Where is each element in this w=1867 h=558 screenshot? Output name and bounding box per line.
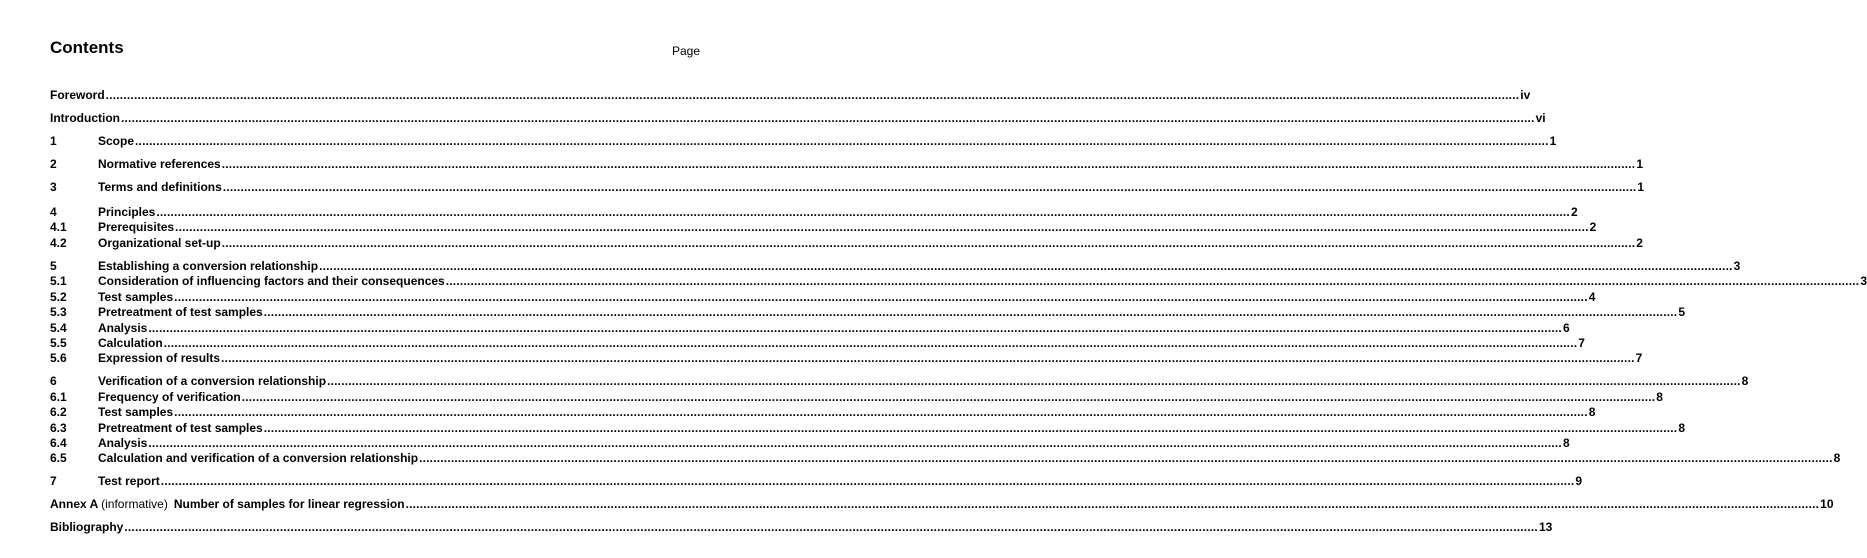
toc-entry-title: Prerequisites <box>98 220 175 234</box>
toc-entry-title: Calculation and verification of a conversion relationship <box>98 451 419 465</box>
toc-entry[interactable] <box>50 474 1583 490</box>
dot-leader: ................................................................................................................................................................................................................................................................................................................................................................................................................ <box>263 305 1678 319</box>
toc-entry[interactable] <box>50 157 1644 173</box>
toc-entry-number: 6.4 <box>50 436 67 450</box>
toc-entry-page-number: 8 <box>1678 421 1686 435</box>
toc-entry[interactable] <box>50 421 1686 437</box>
toc-entry[interactable] <box>50 111 1546 127</box>
toc-entry-number: 6 <box>50 374 57 388</box>
dot-leader: ................................................................................................................................................................................................................................................................................................................................................................................................................ <box>319 259 1733 273</box>
toc-entry-page-number: 10 <box>1820 497 1834 511</box>
toc-entry-page-number: 7 <box>1578 336 1585 350</box>
toc-entry[interactable] <box>50 351 1643 367</box>
toc-entry-number: 5.3 <box>50 305 67 319</box>
dot-leader: ................................................................................................................................................................................................................................................................................................................................................................................................................ <box>221 236 1636 250</box>
toc-entry[interactable] <box>50 290 1596 306</box>
toc-entry-title: Test samples <box>98 405 174 419</box>
toc-entry-page-number: 13 <box>1538 520 1553 534</box>
toc-entry-page-number: 3 <box>1733 259 1741 273</box>
toc-entry-page-number: 6 <box>1562 321 1570 335</box>
toc-entry-number: 4.2 <box>50 236 67 250</box>
page-title: Contents <box>50 38 124 57</box>
toc-entry-page-number: iv <box>1520 88 1531 102</box>
toc-entry-title: Expression of results <box>98 351 221 365</box>
dot-leader: ................................................................................................................................................................................................................................................................................................................................................................................................................ <box>175 220 1589 234</box>
toc-entry-page-number: 8 <box>1741 374 1749 388</box>
dot-leader: ................................................................................................................................................................................................................................................................................................................................................................................................................ <box>124 520 1538 534</box>
dot-leader: ................................................................................................................................................................................................................................................................................................................................................................................................................ <box>135 134 1549 148</box>
toc-entry-title: Test report <box>98 474 160 488</box>
toc-entry-title: Annex A (informative) Number of samples for linear regression <box>50 497 405 511</box>
dot-leader: ................................................................................................................................................................................................................................................................................................................................................................................................................ <box>222 180 1637 194</box>
toc-entry-title: Terms and definitions <box>98 180 222 194</box>
toc-entry-title: Normative references <box>98 157 221 171</box>
toc-entry-title: Foreword <box>50 88 105 102</box>
toc-entry[interactable] <box>50 180 1645 196</box>
toc-entry-page-number: 1 <box>1637 180 1645 194</box>
toc-entry-page-number: 5 <box>1678 305 1686 319</box>
toc-entry-title: Bibliography <box>50 520 124 534</box>
toc-entry-title: Calculation <box>98 336 163 350</box>
toc-entry-title: Establishing a conversion relationship <box>98 259 319 273</box>
toc-entry-page-number: 8 <box>1833 451 1841 465</box>
toc-entry-number: 5.2 <box>50 290 67 304</box>
dot-leader: ................................................................................................................................................................................................................................................................................................................................................................................................................ <box>174 405 1588 419</box>
toc-entry-title: Pretreatment of test samples <box>98 421 263 435</box>
toc-entry[interactable] <box>50 305 1686 321</box>
toc-entry[interactable] <box>50 274 1867 290</box>
toc-entry[interactable] <box>50 497 1834 513</box>
dot-leader: ................................................................................................................................................................................................................................................................................................................................................................................................................ <box>156 205 1570 219</box>
dot-leader: ................................................................................................................................................................................................................................................................................................................................................................................................................ <box>160 474 1575 488</box>
toc-entry-title: Analysis <box>98 321 148 335</box>
toc-entry-title: Scope <box>98 134 135 148</box>
toc-entry[interactable] <box>50 134 1557 150</box>
toc-entry-title: Frequency of verification <box>98 390 241 404</box>
toc-entry-title: Organizational set-up <box>98 236 221 250</box>
toc-entry-page-number: 2 <box>1570 205 1578 219</box>
toc-entry-page-number: 3 <box>1860 274 1867 288</box>
toc-entry-page-number: 9 <box>1575 474 1583 488</box>
toc-entry-number: 1 <box>50 134 57 148</box>
dot-leader: ................................................................................................................................................................................................................................................................................................................................................................................................................ <box>163 336 1578 350</box>
toc-entry-page-number: 8 <box>1562 436 1570 450</box>
dot-leader: ................................................................................................................................................................................................................................................................................................................................................................................................................ <box>174 290 1588 304</box>
dot-leader: ................................................................................................................................................................................................................................................................................................................................................................................................................ <box>221 351 1635 365</box>
toc-entry-page-number: 7 <box>1635 351 1643 365</box>
toc-entry[interactable] <box>50 321 1570 337</box>
dot-leader: ................................................................................................................................................................................................................................................................................................................................................................................................................ <box>120 111 1535 125</box>
toc-entry-page-number: 8 <box>1656 390 1663 404</box>
toc-entry-title: Verification of a conversion relationship <box>98 374 327 388</box>
toc-entry-number: 5 <box>50 259 57 273</box>
toc-entry[interactable] <box>50 336 1585 352</box>
toc-entry[interactable] <box>50 390 1663 406</box>
toc-entry-number: 2 <box>50 157 57 171</box>
toc-entry-number: 6.5 <box>50 451 67 465</box>
toc-entry[interactable] <box>50 520 1553 536</box>
dot-leader: ................................................................................................................................................................................................................................................................................................................................................................................................................ <box>419 451 1833 465</box>
dot-leader: ................................................................................................................................................................................................................................................................................................................................................................................................................ <box>445 274 1860 288</box>
toc-entry[interactable] <box>50 405 1596 421</box>
toc-entry-annex-title: Number of samples for linear regression <box>173 497 405 511</box>
toc-entry[interactable] <box>50 374 1749 390</box>
toc-entry-page-number: 8 <box>1588 405 1596 419</box>
toc-entry[interactable] <box>50 88 1531 104</box>
toc-entry-page-number: 1 <box>1549 134 1557 148</box>
toc-entry-page-number: vi <box>1535 111 1546 125</box>
toc-entry-title: Pretreatment of test samples <box>98 305 263 319</box>
toc-entry-annex-note: (informative) <box>101 497 168 511</box>
toc-entry[interactable] <box>50 220 1597 236</box>
toc-entry[interactable] <box>50 451 1841 467</box>
toc-entry-number: 6.1 <box>50 390 67 404</box>
toc-entry-title: Principles <box>98 205 156 219</box>
toc-entry-title: Test samples <box>98 290 174 304</box>
toc-entry[interactable] <box>50 436 1570 452</box>
dot-leader: ................................................................................................................................................................................................................................................................................................................................................................................................................ <box>221 157 1636 171</box>
dot-leader: ................................................................................................................................................................................................................................................................................................................................................................................................................ <box>148 436 1562 450</box>
dot-leader: ................................................................................................................................................................................................................................................................................................................................................................................................................ <box>105 88 1520 102</box>
dot-leader: ................................................................................................................................................................................................................................................................................................................................................................................................................ <box>263 421 1678 435</box>
toc-entry-number: 5.6 <box>50 351 67 365</box>
toc-entry-number: 4 <box>50 205 57 219</box>
toc-entry[interactable] <box>50 205 1578 221</box>
toc-entry-number: 6.2 <box>50 405 67 419</box>
toc-entry-number: 4.1 <box>50 220 67 234</box>
dot-leader: ................................................................................................................................................................................................................................................................................................................................................................................................................ <box>405 497 1820 511</box>
toc-entry-page-number: 4 <box>1588 290 1596 304</box>
toc-entry-number: 3 <box>50 180 57 194</box>
toc-entry-title: Consideration of influencing factors and their consequences <box>98 274 445 288</box>
toc-entry-page-number: 2 <box>1589 220 1597 234</box>
dot-leader: ................................................................................................................................................................................................................................................................................................................................................................................................................ <box>241 390 1656 404</box>
dot-leader: ................................................................................................................................................................................................................................................................................................................................................................................................................ <box>148 321 1562 335</box>
toc-entry-number: 5.4 <box>50 321 67 335</box>
toc-entry-number: 5.5 <box>50 336 67 350</box>
page-column-label: Page <box>671 44 700 58</box>
toc-entry-page-number: 1 <box>1636 157 1644 171</box>
toc-entry-page-number: 2 <box>1636 236 1643 250</box>
toc-entry-number: 7 <box>50 474 57 488</box>
toc-entry-title: Analysis <box>98 436 148 450</box>
toc-entry-number: 6.3 <box>50 421 67 435</box>
toc-entry-number: 5.1 <box>50 274 67 288</box>
toc-entry[interactable] <box>50 259 1741 275</box>
dot-leader: ................................................................................................................................................................................................................................................................................................................................................................................................................ <box>327 374 1741 388</box>
toc-entry-title: Introduction <box>50 111 120 125</box>
toc-entry[interactable] <box>50 236 1643 252</box>
